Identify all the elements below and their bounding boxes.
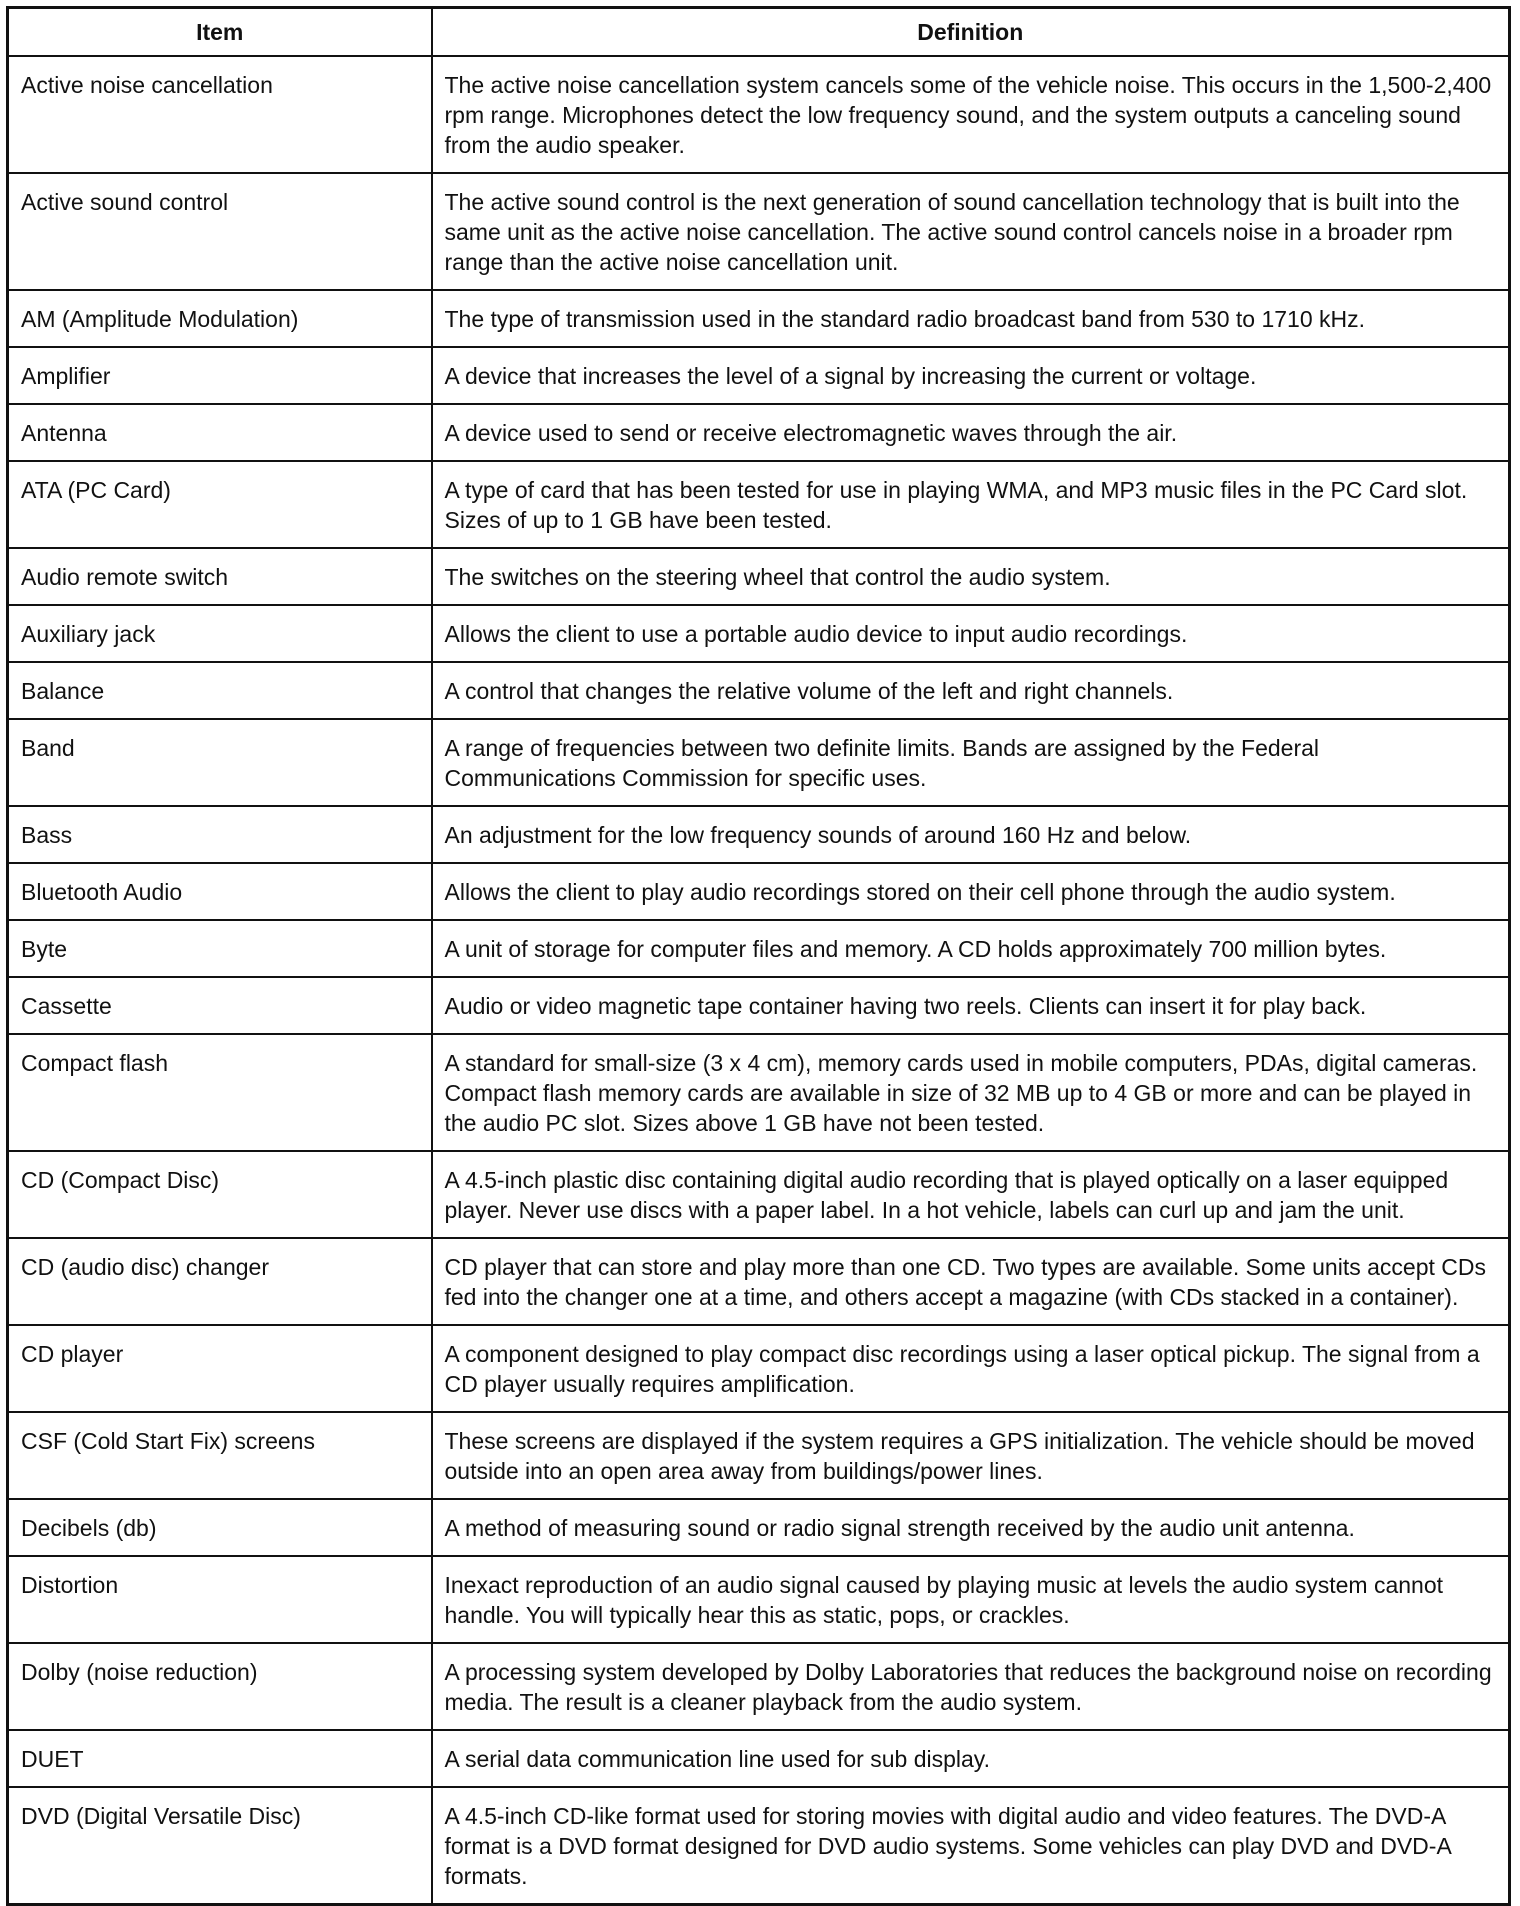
item-cell: CD (Compact Disc): [8, 1151, 432, 1238]
item-cell: DUET: [8, 1730, 432, 1787]
definition-cell: A standard for small-size (3 x 4 cm), memory cards used in mobile computers, PDAs, digital cameras. Compact flash memory cards are available in size of 32 MB up to 4 GB or more and can be played in the audio PC slot. Sizes above 1 GB have not been tested.: [432, 1034, 1510, 1151]
table-row: [8, 461, 1510, 548]
item-cell: CD player: [8, 1325, 432, 1412]
definition-cell: A 4.5-inch CD-like format used for storing movies with digital audio and video features. The DVD-A format is a DVD format designed for DVD audio systems. Some vehicles can play DVD and DVD-A formats.: [432, 1787, 1510, 1905]
item-cell: Active noise cancellation: [8, 56, 432, 173]
definition-cell: Audio or video magnetic tape container having two reels. Clients can insert it for play back.: [432, 977, 1510, 1034]
table-row: [8, 605, 1510, 662]
table-row: [8, 920, 1510, 977]
item-cell: Auxiliary jack: [8, 605, 432, 662]
table-row: [8, 1412, 1510, 1499]
definition-cell: A serial data communication line used for sub display.: [432, 1730, 1510, 1787]
item-cell: Compact flash: [8, 1034, 432, 1151]
item-cell: Active sound control: [8, 173, 432, 290]
item-cell: CD (audio disc) changer: [8, 1238, 432, 1325]
item-cell: AM (Amplitude Modulation): [8, 290, 432, 347]
definition-cell: Allows the client to play audio recordings stored on their cell phone through the audio system.: [432, 863, 1510, 920]
definition-cell: These screens are displayed if the system requires a GPS initialization. The vehicle should be moved outside into an open area away from buildings/power lines.: [432, 1412, 1510, 1499]
item-cell: Dolby (noise reduction): [8, 1643, 432, 1730]
definition-cell: The type of transmission used in the standard radio broadcast band from 530 to 1710 kHz.: [432, 290, 1510, 347]
table-row: [8, 290, 1510, 347]
item-cell: Byte: [8, 920, 432, 977]
table-row: [8, 1238, 1510, 1325]
column-header-definition: Definition: [432, 8, 1510, 56]
table-row: [8, 1643, 1510, 1730]
table-row: [8, 56, 1510, 173]
definition-cell: Inexact reproduction of an audio signal caused by playing music at levels the audio system cannot handle. You will typically hear this as static, pops, or crackles.: [432, 1556, 1510, 1643]
item-cell: Amplifier: [8, 347, 432, 404]
table-row: [8, 1730, 1510, 1787]
definition-cell: A type of card that has been tested for use in playing WMA, and MP3 music files in the PC Card slot. Sizes of up to 1 GB have been tested.: [432, 461, 1510, 548]
definition-cell: CD player that can store and play more than one CD. Two types are available. Some units accept CDs fed into the changer one at a time, and others accept a magazine (with CDs stacked in a container).: [432, 1238, 1510, 1325]
table-row: [8, 806, 1510, 863]
table-row: [8, 662, 1510, 719]
definition-cell: A device used to send or receive electromagnetic waves through the air.: [432, 404, 1510, 461]
definition-cell: An adjustment for the low frequency sounds of around 160 Hz and below.: [432, 806, 1510, 863]
item-cell: Audio remote switch: [8, 548, 432, 605]
item-cell: Decibels (db): [8, 1499, 432, 1556]
table-row: [8, 1499, 1510, 1556]
definition-cell: A component designed to play compact disc recordings using a laser optical pickup. The signal from a CD player usually requires amplification.: [432, 1325, 1510, 1412]
definition-cell: A unit of storage for computer files and memory. A CD holds approximately 700 million bytes.: [432, 920, 1510, 977]
table-row: [8, 977, 1510, 1034]
definition-cell: The active noise cancellation system cancels some of the vehicle noise. This occurs in the 1,500-2,400 rpm range. Microphones detect the low frequency sound, and the system outputs a canceling sound from the audio speaker.: [432, 56, 1510, 173]
definition-cell: The switches on the steering wheel that control the audio system.: [432, 548, 1510, 605]
item-cell: CSF (Cold Start Fix) screens: [8, 1412, 432, 1499]
item-cell: Bass: [8, 806, 432, 863]
table-row: [8, 719, 1510, 806]
table-row: [8, 1787, 1510, 1905]
item-cell: DVD (Digital Versatile Disc): [8, 1787, 432, 1905]
item-cell: Band: [8, 719, 432, 806]
column-header-item: Item: [8, 8, 432, 56]
item-cell: Antenna: [8, 404, 432, 461]
definition-cell: The active sound control is the next generation of sound cancellation technology that is built into the same unit as the active noise cancellation. The active sound control cancels noise in a broader rpm range than the active noise cancellation unit.: [432, 173, 1510, 290]
definition-cell: A 4.5-inch plastic disc containing digital audio recording that is played optically on a laser equipped player. Never use discs with a paper label. In a hot vehicle, labels can curl up and jam the unit.: [432, 1151, 1510, 1238]
table-row: [8, 1325, 1510, 1412]
glossary-table: [6, 6, 1511, 1906]
item-cell: Balance: [8, 662, 432, 719]
glossary-body: [8, 56, 1510, 1905]
table-row: [8, 347, 1510, 404]
table-row: [8, 1556, 1510, 1643]
item-cell: ATA (PC Card): [8, 461, 432, 548]
item-cell: Cassette: [8, 977, 432, 1034]
item-cell: Bluetooth Audio: [8, 863, 432, 920]
table-row: [8, 1034, 1510, 1151]
definition-cell: A processing system developed by Dolby Laboratories that reduces the background noise on recording media. The result is a cleaner playback from the audio system.: [432, 1643, 1510, 1730]
table-row: [8, 548, 1510, 605]
table-row: [8, 863, 1510, 920]
definition-cell: Allows the client to use a portable audio device to input audio recordings.: [432, 605, 1510, 662]
item-cell: Distortion: [8, 1556, 432, 1643]
definition-cell: A device that increases the level of a signal by increasing the current or voltage.: [432, 347, 1510, 404]
table-row: [8, 173, 1510, 290]
header-row: [8, 8, 1510, 56]
table-row: [8, 1151, 1510, 1238]
table-row: [8, 404, 1510, 461]
definition-cell: A method of measuring sound or radio signal strength received by the audio unit antenna.: [432, 1499, 1510, 1556]
definition-cell: A control that changes the relative volume of the left and right channels.: [432, 662, 1510, 719]
definition-cell: A range of frequencies between two definite limits. Bands are assigned by the Federal Communications Commission for specific uses.: [432, 719, 1510, 806]
